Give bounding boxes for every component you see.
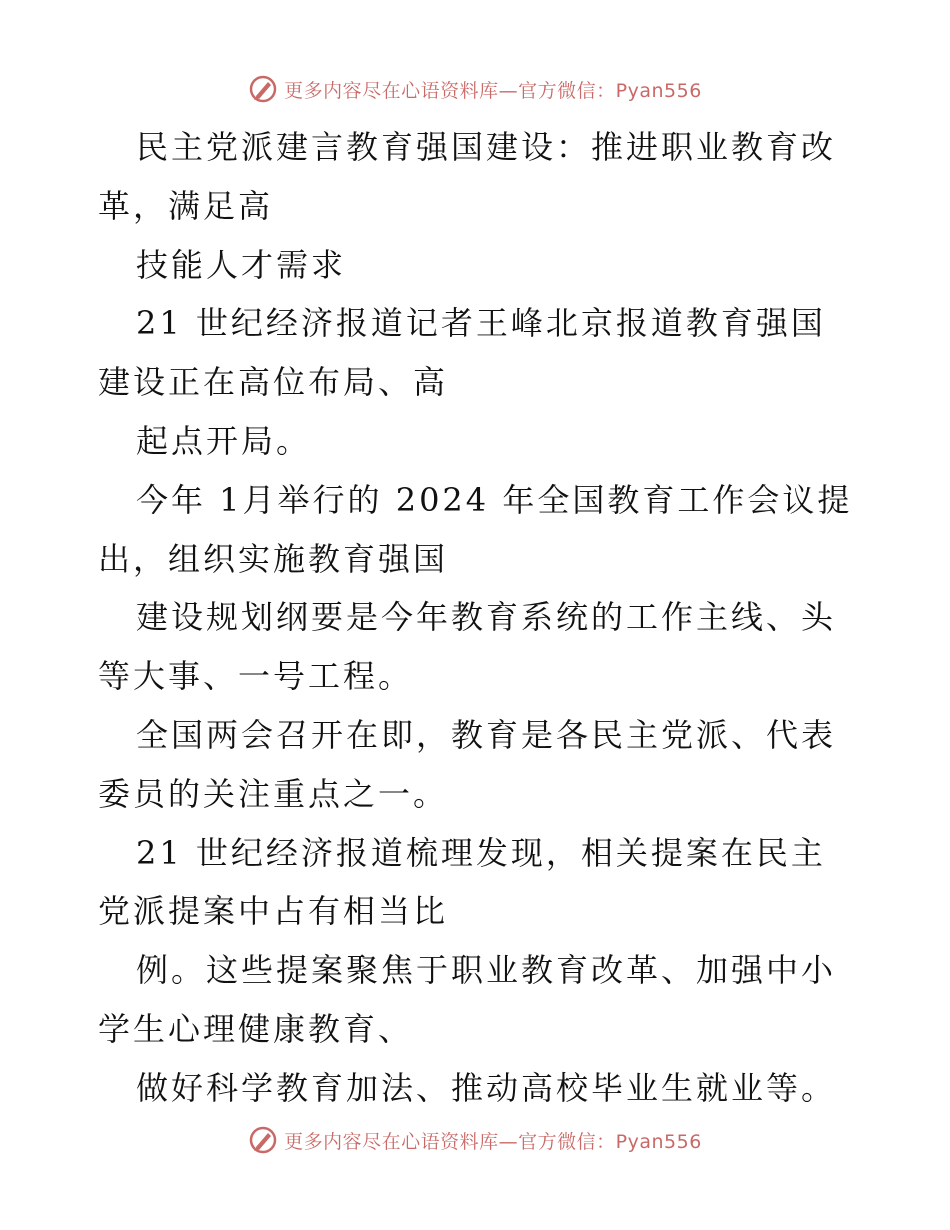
paragraph-title: 民主党派建言教育强国建设：推进职业教育改革，满足高 bbox=[98, 128, 837, 225]
paragraph: 做好科学教育加法、推动高校毕业生就业等。 bbox=[136, 1068, 837, 1107]
document-body bbox=[98, 118, 858, 1118]
footer-watermark bbox=[0, 1123, 950, 1157]
pen-logo-icon bbox=[248, 1125, 278, 1155]
paragraph: 起点开局。 bbox=[136, 421, 312, 460]
watermark-text: 更多内容尽在心语资料库—官方微信：Pyan556 bbox=[284, 79, 702, 102]
pen-logo-icon bbox=[248, 74, 278, 104]
paragraph: 例。这些提案聚焦于职业教育改革、加强中小学生心理健康教育、 bbox=[98, 951, 837, 1048]
paragraph: 21 世纪经济报道梳理发现，相关提案在民主党派提案中占有相当比 bbox=[98, 833, 826, 931]
paragraph: 技能人才需求 bbox=[136, 245, 347, 284]
paragraph: 21 世纪经济报道记者王峰北京报道教育强国建设正在高位布局、高 bbox=[98, 304, 826, 402]
paragraph: 建设规划纲要是今年教育系统的工作主线、头等大事、一号工程。 bbox=[98, 598, 837, 696]
watermark-text: 更多内容尽在心语资料库—官方微信：Pyan556 bbox=[284, 1130, 702, 1153]
header-watermark bbox=[0, 72, 950, 106]
paragraph: 全国两会召开在即，教育是各民主党派、代表委员的关注重点之一。 bbox=[98, 715, 837, 813]
paragraph: 今年 1月举行的 2024 年全国教育工作会议提出，组织实施教育强国 bbox=[98, 480, 853, 578]
